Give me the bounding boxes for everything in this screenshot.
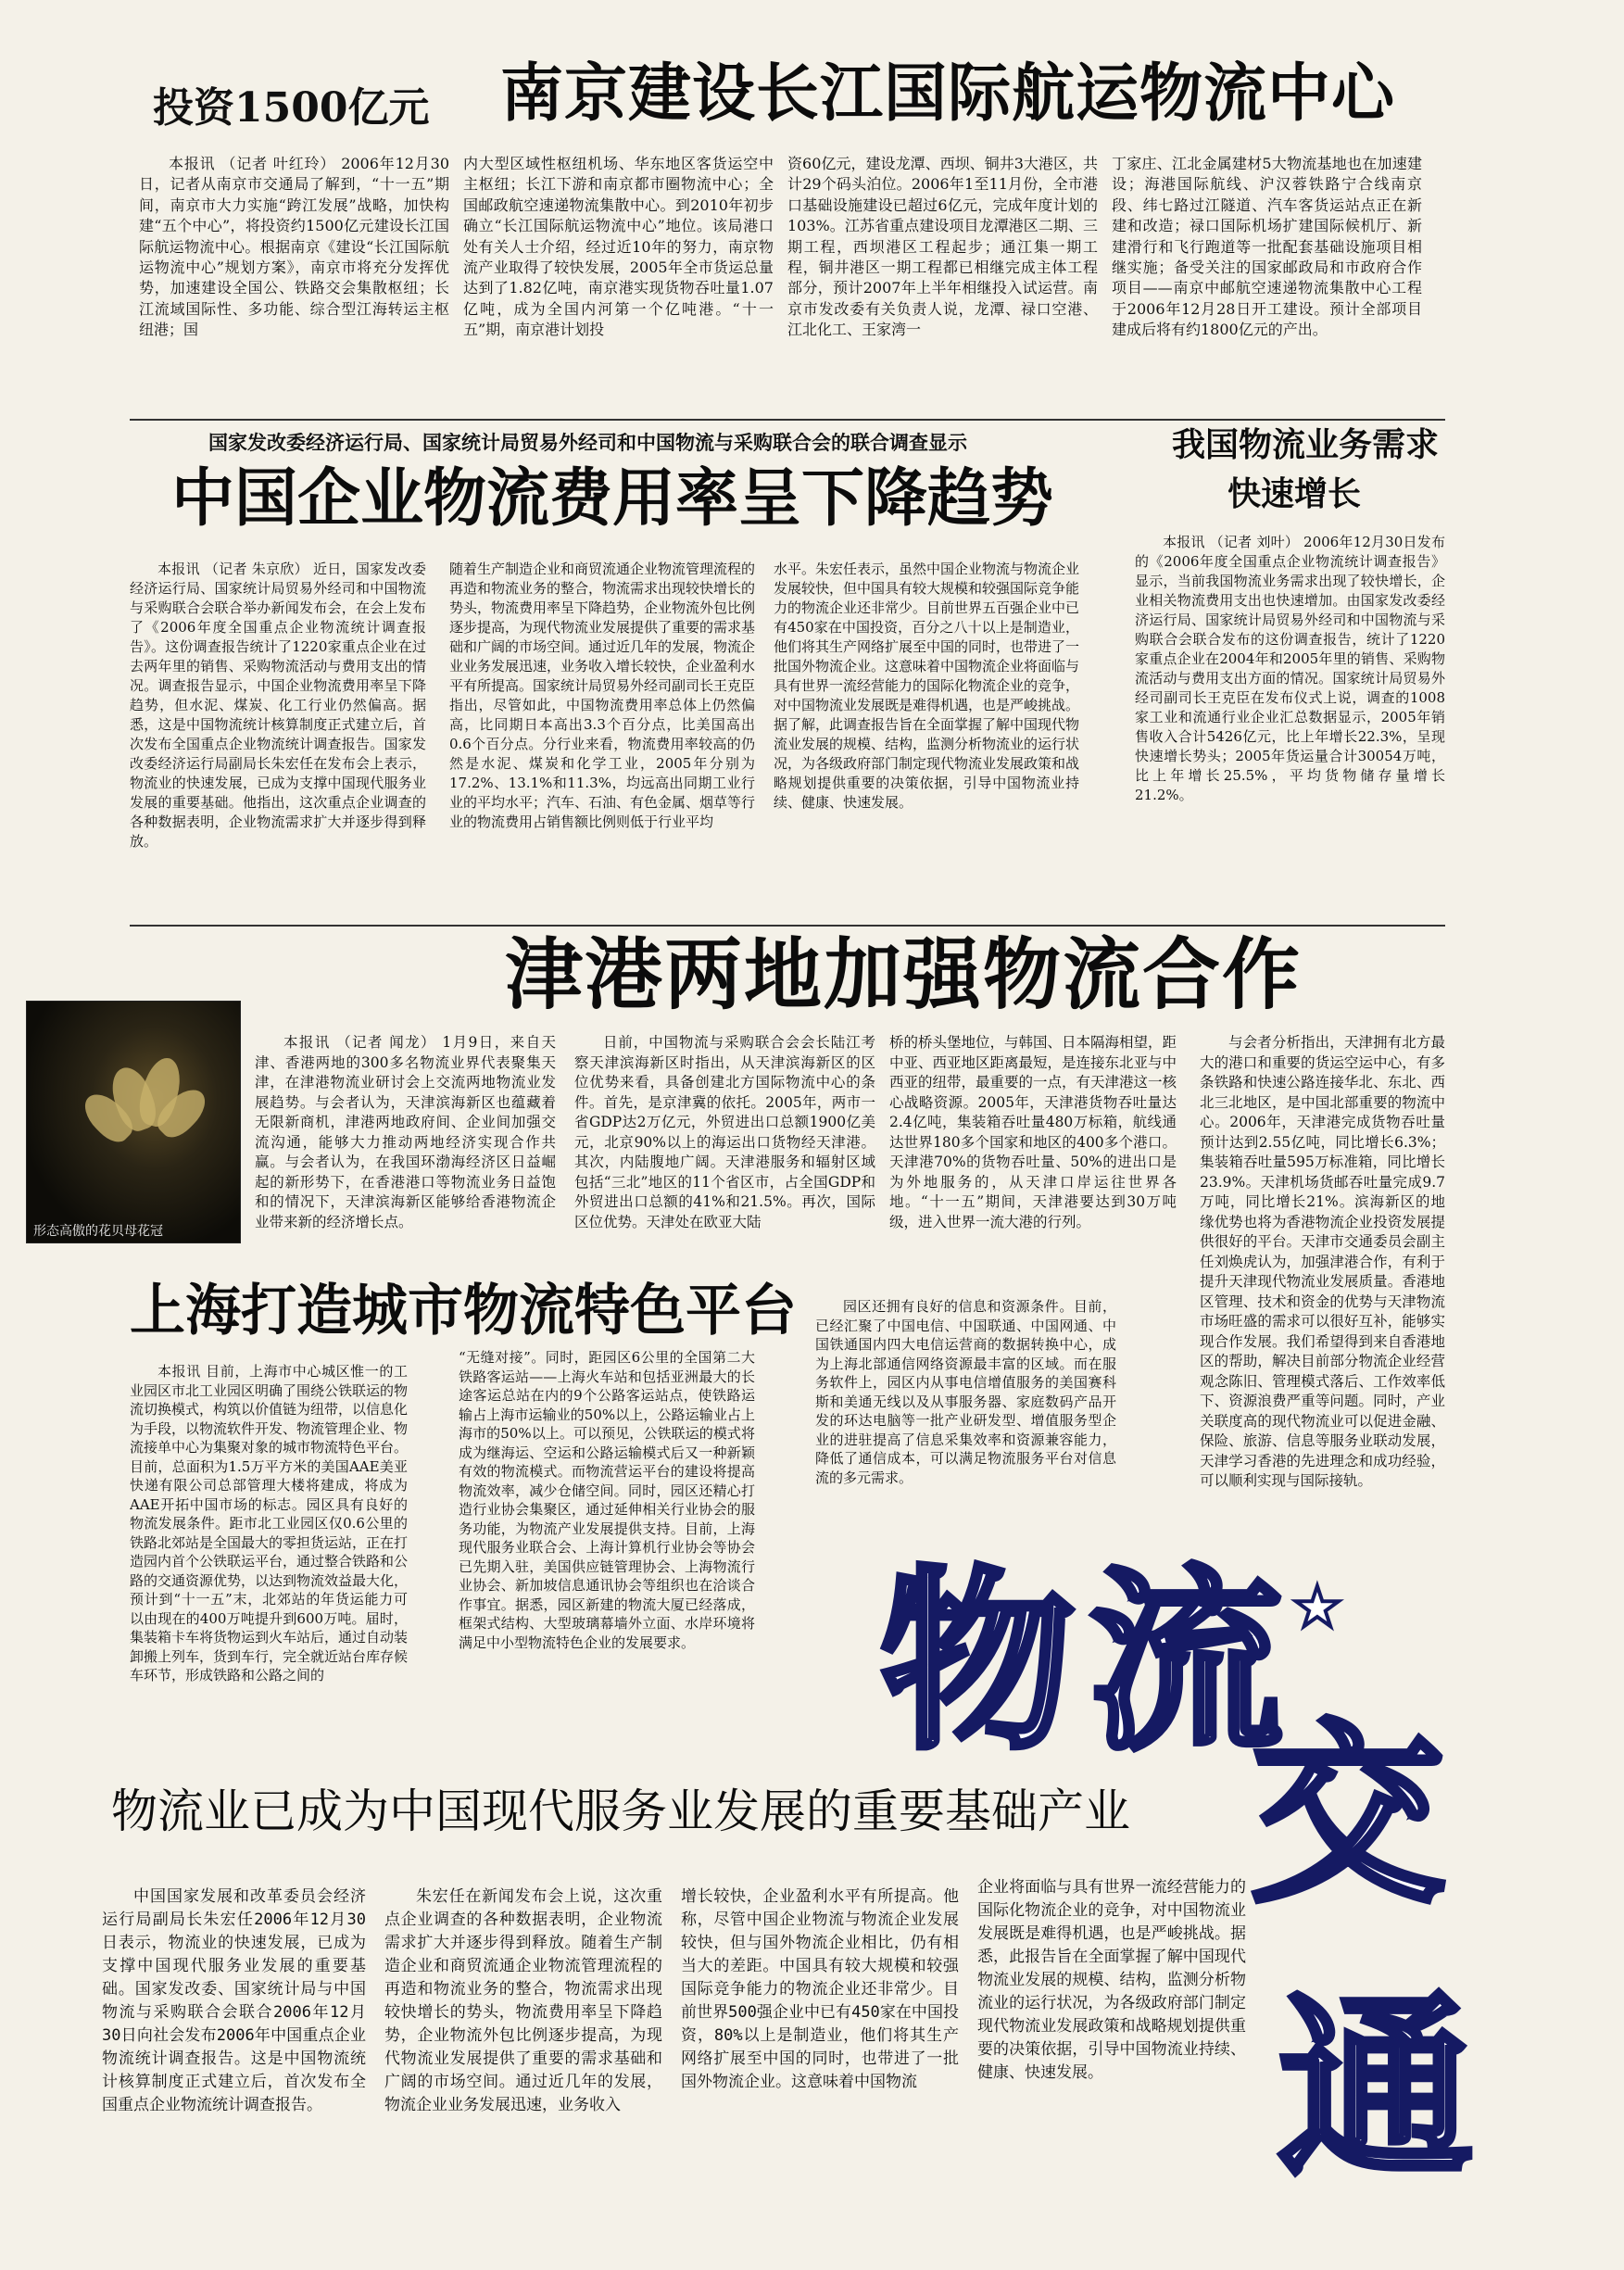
article6-col4: 企业将面临与具有世界一流经营能力的国际化物流企业的竞争，对中国物流业发展既是难得机遇，也是严峻挑战。据悉，此报告旨在全面掌握了解中国现代物流业发展的规模、结构，监测分析物流业的运行状况，为各级政府部门制定现代物流业发展政策和战略规划提供重要的决策依据，引导中国物流业持续、健康、快速发展。: [977, 1878, 1246, 2082]
flower-photo: [26, 1001, 241, 1243]
divider-line: [130, 419, 1445, 421]
article6-col1: 中国国家发展和改革委员会经济运行局副局长朱宏任2006年12月30日表示，物流业的快速发展，已成为支撑中国现代服务业发展的重要基础。国家发改委、国家统计局与中国物流与采购联合会联合2006年12月30日向社会发布2006年中国重点企业物流统计调查报告。这是中国物流统计核算制度正式建立后，首次发布全国重点企业物流统计调查报告。: [102, 1887, 366, 2114]
article5-col3: 园区还拥有良好的信息和资源条件。目前，已经汇聚了中国电信、中国联通、中国网通、中国铁通国内四大电信运营商的数据转换中心，成为上海北部通信网络资源最丰富的区域。而在服务软件上，园区内从事电信增值服务的美国赛科斯和美通无线以及从事服务器、家庭数码产品开发的环达电脑等一批产业研发型、增值服务型企业的进驻提高了信息采集效率和资源兼容能力，降低了通信成本，可以满足物流服务平台对信息流的多元需求。: [815, 1298, 1116, 1486]
article4-col3: 桥的桥头堡地位，与韩国、日本隔海相望，距中亚、西亚地区距离最短，是连接东北亚与中西亚的纽带，最重要的一点，有天津港这一核心战略资源。2005年，天津港货物吞吐量达2.4亿吨，集装箱吞吐量480万标箱，航线通达世界180多个国家和地区的400多个港口。天津港70%的货物吞吐量、50%的进出口是为外地服务的，从天津口岸运往世界各地。“十一五”期间，天津港要达到30万吨级，进入世界一流大港的行列。: [889, 1034, 1177, 1230]
article2-kicker: 国家发改委经济运行局、国家统计局贸易外经司和中国物流与采购联合会的联合调查显示: [208, 431, 967, 454]
article6-headline: 物流业已成为中国现代服务业发展的重要基础产业: [111, 1784, 1130, 1838]
article2-col2: 随着生产制造企业和商贸流通企业物流管理流程的再造和物流业务的整合，物流需求出现较快增长的势头，物流费用率呈下降趋势，企业物流外包比例逐步提高，为现代物流业发展提供了重要的需求基础和广阔的市场空间。通过近几年的发展，物流企业业务发展迅速，业务收入增长较快，企业盈利水平有所提高。国家统计局贸易外经司副司长王克臣指出，尽管如此，中国物流费用率总体上仍然偏高，比同期日本高出3.3个百分点，比美国高出0.6个百分点。分行业来看，物流费用率较高的仍然是水泥、煤炭和化学工业，2005年分别为17.2%、13.1%和11.3%，均远高出同期工业行业的平均水平；汽车、石油、有色金属、烟草等行业的物流费用占销售额比例则低于行业平均: [449, 561, 755, 830]
article5-col2: “无缝对接”。同时，距园区6公里的全国第二大铁路客运站——上海火车站和包括亚洲最大的长途客运总站在内的9个公路客运站点，使铁路运输占上海市运输业的50%以上，公路运输业占上海市的50%以上。可以预见，公铁联运的模式将成为继海运、空运和公路运输模式后又一种新颖有效的物流模式。而物流营运平台的建设将提高物流效率，减少仓储空间。同时，园区还精心打造行业协会集聚区，通过延伸相关行业协会的服务功能，为物流产业发展提供支持。目前，上海现代服务业联合会、上海计算机行业协会等协会已先期入驻，美国供应链管理协会、上海物流行业协会、新加坡信息通讯协会等组织也在洽谈合作事宜。据悉，园区新建的物流大厦已经落成，框架式结构、大型玻璃幕墙外立面、水岸环境将满足中小型物流特色企业的发展要求。: [459, 1349, 755, 1651]
article5-headline: 上海打造城市物流特色平台: [130, 1279, 797, 1343]
article1-kicker: 投资1500亿元: [153, 84, 430, 132]
article4-col1: 本报讯 （记者 闻龙） 1月9日，来自天津、香港两地的300多名物流业界代表聚集天津，在津港物流业研讨会上交流两地物流业发展趋势。与会者认为，天津滨海新区也蕴藏着无限新商机，津港两地政府间、企业间加强交流沟通，能够大力推动两地经济实现合作共赢。与会者认为，在我国环渤海经济区日益崛起的新形势下，在香港港口等物流业务日益饱和的情况下，天津滨海新区能够给香港物流企业带来新的经济增长点。: [255, 1034, 556, 1230]
article2-col1: 本报讯 （记者 朱京欣） 近日，国家发改委经济运行局、国家统计局贸易外经司和中国物流与采购联合会联合举办新闻发布会，在会上发布了《2006年度全国重点企业物流统计调查报告》。这份调查报告统计了1220家重点企业在过去两年里的销售、采购物流活动与费用支出的情况。调查报告显示，中国企业物流费用率呈下降趋势，但水泥、煤炭、化工行业仍然偏高。据悉，这是中国物流统计核算制度正式建立后，首次发布全国重点企业物流统计调查报告。国家发改委经济运行局副局长朱宏任在发布会上表示，物流业的快速发展，已成为支撑中国现代服务业发展的重要基础。他指出，这次重点企业调查的各种数据表明，企业物流需求扩大并逐步得到释放。: [130, 561, 426, 850]
article2-headline: 中国企业物流费用率呈下降趋势: [171, 462, 1054, 536]
article6-col3: 增长较快，企业盈利水平有所提高。他称，尽管中国企业物流与物流企业发展较快，但与国外物流企业相比，仍有相当大的差距。中国具有较大规模和较强国际竞争能力的物流企业还非常少。目前世界500强企业中已有450家在中国投资，80%以上是制造业，他们将其生产网络扩展至中国的同时，也带进了一批国外物流企业。这意味着中国物流: [681, 1887, 959, 2091]
article3-headline-line1: 我国物流业务需求: [1172, 425, 1440, 464]
article4-col4: 与会者分析指出，天津拥有北方最大的港口和重要的货运空运中心，有多条铁路和快速公路连接华北、东北、西北三北地区，是中国北部重要的物流中心。2006年，天津港完成货物吞吐量预计达到2.55亿吨，同比增长6.3%；集装箱吞吐量595万标准箱，同比增长23.9%。天津机场货邮吞吐量完成9.7万吨，同比增长21%。滨海新区的地缘优势也将为香港物流企业投资发展提供很好的平台。天津市交通委员会副主任刘焕虎认为，加强津港合作，有利于提升天津现代物流业发展质量。香港地区管理、技术和资金的优势与天津物流市场旺盛的需求可以很好互补，能够实现合作发展。我们希望得到来自香港地区的帮助，解决目前部分物流企业经营观念陈旧、管理模式落后、工作效率低下、资源浪费严重等问题。同时，产业关联度高的现代物流业可以促进金融、保险、旅游、信息等服务业联动发展，天津学习香港的先进理念和成功经验，可以顺利实现与国际接轨。: [1200, 1034, 1445, 1489]
article2-col3: 水平。朱宏任表示，虽然中国企业物流与物流企业发展较快，但中国具有较大规模和较强国际竞争能力的物流企业还非常少。目前世界五百强企业中已有450家在中国投资，百分之八十以上是制造业，他们将其生产网络扩展至中国的同时，也带进了一批国外物流企业。这意味着中国物流企业将面临与具有世界一流经营能力的国际化物流企业的竞争，对中国物流业发展既是难得机遇，也是严峻挑战。据了解，此调查报告旨在全面掌握了解中国现代物流业发展的规模、结构，监测分析物流业的运行状况，为各级政府部门制定现代物流业发展政策和战略规划提供重要的决策依据，引导中国物流业持续、健康、快速发展。: [774, 561, 1079, 811]
section-title-char: 交: [1251, 1702, 1446, 1929]
article5-col1: 本报讯 目前，上海市中心城区惟一的工业园区市北工业园区明确了围绕公铁联运的物流切换模式，构筑以价值链为纽带，以信息化为手段，以物流软件开发、物流管理企业、物流接单中心为集聚对象的城市物流特色平台。目前，总面积为1.5万平方米的美国AAE美亚快递有限公司总部管理大楼将建成，将成为AAE开拓中国市场的标志。园区具有良好的物流发展条件。距市北工业园区仅0.6公里的铁路北郊站是全国最大的零担货运站，正在打造园内首个公铁联运平台，通过整合铁路和公路的交通资源优势，以达到物流效益最大化，预计到“十一五”末，北郊站的年货运能力可以由现在的400万吨提升到600万吨。届时，集装箱卡车将货物运到火车站后，通过自动装卸搬上列车，货到车行，完全就近站台库存候车环节，形成铁路和公路之间的: [130, 1363, 408, 1684]
divider-line: [130, 925, 1445, 927]
star-icon: ★: [1292, 1575, 1342, 1640]
article1-col1: 本报讯 （记者 叶红玲） 2006年12月30日，记者从南京市交通局了解到，“十一五”期间，南京市大力实施“跨江发展”战略，加快构建“五个中心”，将投资约1500亿元建设长江国际航运物流中心。根据南京《建设“长江国际航运物流中心”规划方案》，南京市将充分发挥优势，加速建设全国公、铁路交会集散枢纽；长江流域国际性、多功能、综合型江海转运主枢纽港；国: [139, 155, 449, 339]
article1-col2: 内大型区域性枢纽机场、华东地区客货运空中主枢纽；长江下游和南京都市圈物流中心；全国邮政航空速递物流集散中心。到2010年初步确立“长江国际航运物流中心”地位。该局港口处有关人士介绍，经过近10年的努力，南京物流产业取得了较快发展，2005年全市货运总量达到了1.82亿吨，南京港实现货物吞吐量1.07亿吨，成为全国内河第一个亿吨港。“十一五”期，南京港计划投: [463, 155, 774, 339]
article4-headline: 津港两地加强物流合作: [505, 929, 1303, 1020]
article6-col2: 朱宏任在新闻发布会上说，这次重点企业调查的各种数据表明，企业物流需求扩大并逐步得到释放。随着生产制造企业和商贸流通企业物流管理流程的再造和物流业务的整合，物流需求出现较快增长的势头，物流费用率呈下降趋势，企业物流外包比例逐步提高，为现代物流业发展提供了重要的需求基础和广阔的市场空间。通过近几年的发展，物流企业业务发展迅速，业务收入: [384, 1887, 662, 2114]
article1-col3: 资60亿元，建设龙潭、西坝、铜井3大港区，共计29个码头泊位。2006年1至11月份，全市港口基础设施建设已超过6亿元，完成年度计划的103%。江苏省重点建设项目龙潭港区二期、三期工程，西坝港区工程起步；通江集一期工程，铜井港区一期工程都已相继完成主体工程部分，预计2007年上半年相继投入试运营。南京市发改委有关负责人说，龙潭、禄口空港、江北化工、王家湾一: [787, 155, 1098, 339]
article3-headline-line2: 快速增长: [1227, 474, 1362, 513]
section-title-char: 流: [1089, 1549, 1284, 1776]
section-title-char: 通: [1278, 1975, 1474, 2202]
section-title-char: 物: [880, 1549, 1076, 1776]
photo-caption: 形态高傲的花贝母花冠: [33, 1224, 163, 1239]
article1-col4: 丁家庄、江北金属建材5大物流基地也在加速建设；海港国际航线、沪汉蓉铁路宁合线南京段、纬七路过江隧道、汽车客货运站点正在新建和改造；禄口国际机场扩建国际候机厅、新建滑行和飞行跑道等一批配套基础设施项目相继实施；备受关注的国家邮政局和市政府合作项目——南京中邮航空速递物流集散中心工程于2006年12月28日开工建设。预计全部项目建成后将有约1800亿元的产出。: [1112, 155, 1422, 339]
article4-col2: 日前，中国物流与采购联合会会长陆江考察天津滨海新区时指出，从天津滨海新区的区位优势来看，具备创建北方国际物流中心的条件。首先，是京津冀的依托。2005年，两市一省GDP达2万亿元，外贸进出口总额1900亿美元，北京90%以上的海运出口货物经天津港。其次，内陆腹地广阔。天津港服务和辐射区域包括“三北”地区的11个省区市，占全国GDP和外贸进出口总额的41%和21.5%。再次，国际区位优势。天津处在欧亚大陆: [574, 1034, 875, 1230]
article3-col1: 本报讯 （记者 刘叶） 2006年12月30日发布的《2006年度全国重点企业物流统计调查报告》显示，当前我国物流业务需求出现了较快增长，企业相关物流费用支出也快速增加。由国家发改委经济运行局、国家统计局贸易外经司和中国物流与采购联合会联合发布的这份调查报告，统计了1220家重点企业在2004年和2005年里的销售、采购物流活动与费用支出方面的情况。国家统计局贸易外经司副司长王克臣在发布仪式上说，调查的1008家工业和流通行业企业汇总数据显示，2005年销售收入合计5426亿元，比上年增长22.3%，呈现快速增长势头；2005年货运量合计30054万吨，比上年增长25.5%，平均货物储存量增长21.2%。: [1135, 534, 1445, 803]
article1-headline: 南京建设长江国际航运物流中心: [500, 57, 1396, 131]
